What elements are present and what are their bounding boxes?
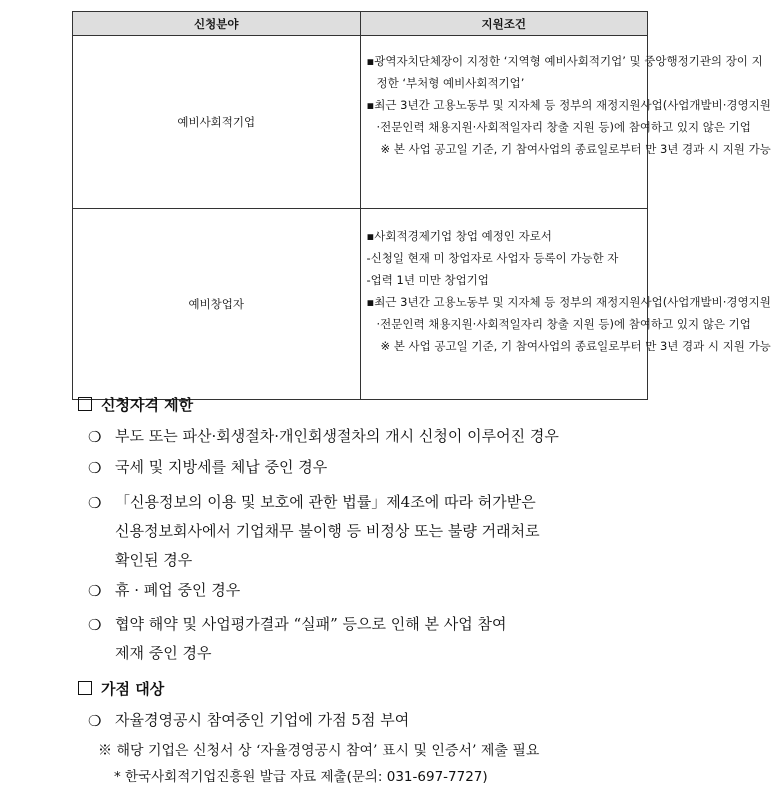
checkbox-square-icon (78, 397, 92, 411)
condition-line: 정한 ‘부처형 예비사회적기업’ (376, 76, 525, 90)
eligibility-table (72, 11, 771, 400)
header-field: 신청분야 (73, 12, 361, 36)
item-line: 신용정보회사에서 기업채무 불이행 등 비정상 또는 불량 거래처로 (115, 522, 540, 540)
checkbox-square-icon (78, 681, 92, 695)
circle-bullet-icon: ❍ (88, 428, 102, 446)
circle-bullet-icon: ❍ (88, 494, 102, 512)
item-line: 휴 · 폐업 중인 경우 (115, 581, 241, 599)
condition-note: ※ 본 사업 공고일 기준, 기 참여사업의 종료일로부터 만 3년 경과 시 지원 가능 (380, 142, 771, 156)
field-cell: 예비사회적기업 (73, 36, 361, 209)
field-cell: 예비창업자 (73, 209, 361, 400)
item-line: 협약 해약 및 사업평가결과 “실패” 등으로 인해 본 사업 참여 (115, 615, 507, 633)
condition-line: ·전문인력 채용지원·사회적일자리 창출 지원 등)에 참여하고 있지 않은 기업 (376, 120, 751, 134)
condition-line: ▪사회적경제기업 창업 예정인 자로서 (366, 229, 552, 243)
table-row (73, 36, 648, 209)
table-row (73, 209, 648, 400)
circle-bullet-icon: ❍ (88, 582, 102, 600)
item-line: 「신용정보의 이용 및 보호에 관한 법률」제4조에 따라 허가받은 (115, 493, 536, 511)
item-line: 제재 중인 경우 (115, 644, 212, 662)
item-line: 자율경영공시 참여중인 기업에 가점 5점 부여 (115, 711, 410, 729)
item-line: 국세 및 지방세를 체납 중인 경우 (115, 458, 328, 476)
header-condition: 지원조건 (360, 12, 648, 36)
restrictions-heading: 신청자격 제한 (78, 394, 193, 415)
bonus-subnote: * 한국사회적기업진흥원 발급 자료 제출(문의: 031-697-7727) (114, 769, 488, 785)
item-line: 확인된 경우 (115, 551, 193, 569)
condition-note: ※ 본 사업 공고일 기준, 기 참여사업의 종료일로부터 만 3년 경과 시 지원 가능 (380, 339, 771, 353)
circle-bullet-icon: ❍ (88, 459, 102, 477)
bonus-heading: 가점 대상 (78, 678, 164, 699)
condition-line: ·전문인력 채용지원·사회적일자리 창출 지원 등)에 참여하고 있지 않은 기업 (376, 317, 751, 331)
condition-cell (360, 36, 771, 209)
condition-cell (360, 209, 771, 400)
condition-line: ▪최근 3년간 고용노동부 및 지자체 등 정부의 재정지원사업(사업개발비·경영지원 (366, 295, 771, 309)
condition-line: ▪최근 3년간 고용노동부 및 지자체 등 정부의 재정지원사업(사업개발비·경영지원 (366, 98, 771, 112)
condition-line: -업력 1년 미만 창업기업 (366, 273, 489, 287)
circle-bullet-icon: ❍ (88, 616, 102, 634)
condition-line: ▪광역자치단체장이 지정한 ‘지역형 예비사회적기업’ 및 중앙행정기관의 장이 지 (366, 54, 763, 68)
condition-line: -신청일 현재 미 창업자로 사업자 등록이 가능한 자 (366, 251, 619, 265)
circle-bullet-icon: ❍ (88, 712, 102, 730)
bonus-note: ※ 해당 기업은 신청서 상 ‘자율경영공시 참여’ 표시 및 인증서’ 제출 필요 (98, 743, 540, 759)
item-line: 부도 또는 파산·회생절차·개인회생절차의 개시 신청이 이루어진 경우 (115, 427, 559, 445)
